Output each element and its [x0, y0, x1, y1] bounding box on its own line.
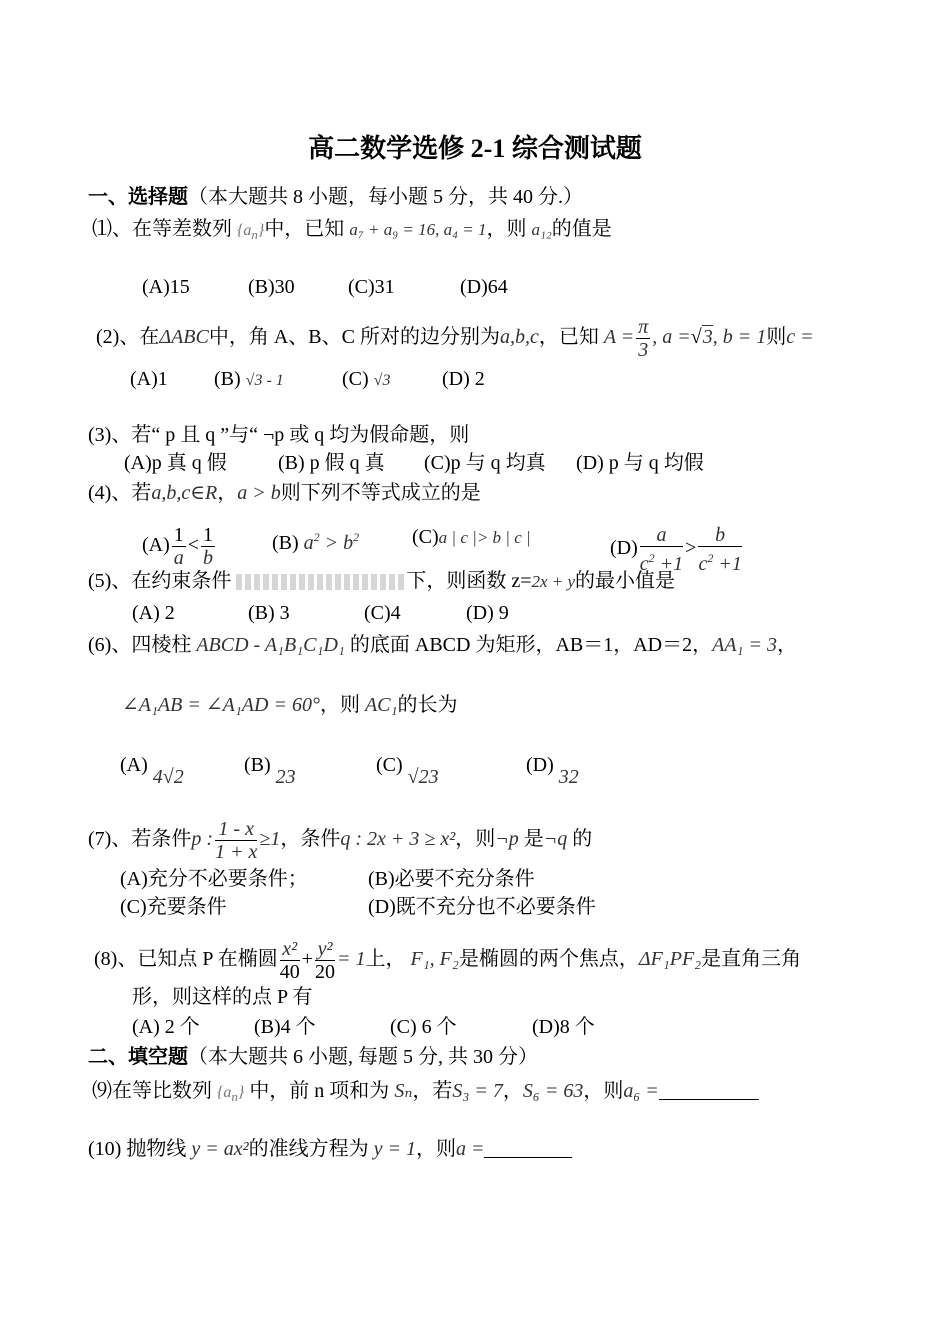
q8-foci: F₁, F₂ [410, 948, 459, 971]
q2-option-c: (C) √3 [342, 368, 391, 390]
q2-sides: a,b,c [499, 326, 539, 349]
q9-text-2: 中，前 n 项和为 [249, 1080, 390, 1102]
q6-angle: ∠A₁AB = ∠A₁AD = 60° [122, 694, 320, 716]
q6-option-c: (C) √23 [376, 754, 439, 788]
q3-option-d: (D) p 与 q 均假 [576, 452, 704, 474]
q4-option-c: (C)a | c |> b | c | [412, 526, 531, 548]
q9-answer-blank[interactable] [659, 1085, 759, 1100]
q4-condition-2: a > b [237, 482, 281, 504]
q6-text: 、四棱柱 [111, 634, 192, 656]
q6-text-5: 的长为 [397, 694, 458, 716]
question-4 [88, 480, 481, 506]
q8-options [132, 1014, 595, 1040]
q5-text-3: 的最小值是 [575, 570, 676, 592]
q5-option-c: (C)4 [364, 602, 401, 624]
q2-side-c: c = [786, 326, 814, 349]
q8-continuation: 形，则这样的点 P 有 [132, 986, 313, 1008]
section-2-header [88, 1044, 538, 1070]
q8-fraction-y: $\frac{\text{y²}}{20}$ [315, 938, 335, 983]
q7-options-row-1 [120, 866, 535, 892]
q7-text-3: ，则 [455, 828, 496, 851]
q6-option-d: (D) 32 [526, 754, 579, 788]
question-6 [88, 632, 797, 658]
q6-text-2: 的底面 ABCD 为矩形，AB＝1，AD＝2， [349, 634, 713, 656]
q7-option-b: (B)必要不充分条件 [368, 868, 535, 890]
q5-number: (5) [88, 570, 112, 592]
q7-not-q: ¬q [543, 828, 568, 851]
page-title: 高二数学选修 2-1 综合测试题 [308, 134, 642, 163]
q8-text-4: 是直角三角 [701, 948, 802, 971]
question-7 [88, 818, 592, 863]
q1-text-2: 中，已知 [264, 218, 345, 240]
section-1-header [88, 184, 583, 210]
section-2-label: 二、填空题 [88, 1046, 188, 1068]
q7-text-4: 是 [523, 828, 544, 851]
q3-option-b: (B) p 假 q 真 [278, 452, 385, 474]
q5-function: 2x + y [531, 572, 576, 591]
q2-text-4: 则 [766, 326, 787, 349]
q9-text-3: ，若 [412, 1080, 453, 1102]
q8-option-a: (A) 2 个 [132, 1016, 200, 1038]
q1-condition: a₇ + a₉ = 16, a₄ = 1 [349, 220, 487, 239]
q4-text-3: 则下列不等式成立的是 [280, 482, 481, 504]
q2-side-b: , b = 1 [712, 326, 767, 349]
q6-edge: AA₁ = 3 [712, 634, 778, 656]
q1-sequence: $\{a_n\}$ [237, 222, 265, 242]
q8-option-c: (C) 6 个 [390, 1016, 457, 1038]
q6-line-2 [122, 692, 457, 718]
q8-equals: = 1 [337, 948, 366, 971]
q5-text: 、在约束条件 [111, 570, 232, 592]
q7-text-5: 的 [572, 828, 593, 851]
q9-sequence: $\{a_n\}$ [217, 1084, 245, 1104]
question-9 [92, 1078, 759, 1110]
constraint-system-image [236, 574, 406, 590]
q10-text-3: ，则 [415, 1138, 456, 1160]
question-5 [88, 568, 675, 595]
q6-number: (6) [88, 634, 112, 656]
q7-condition-q: q : 2x + 3 ≥ x² [340, 828, 456, 851]
q8-text-2: 上， [365, 948, 406, 971]
q7-text: 、若条件 [111, 828, 192, 851]
q1-option-b: (B)30 [248, 276, 295, 298]
q2-options [130, 366, 485, 392]
q7-condition-p: p : [191, 828, 213, 851]
q2-root: 3 [702, 326, 713, 349]
q9-text-5: ，则 [583, 1080, 624, 1102]
q8-triangle: ΔF₁PF₂ [638, 948, 702, 971]
q10-text: 抛物线 [126, 1138, 187, 1160]
q2-pi-fraction: $\frac{\pi}{3}$ [638, 316, 649, 361]
q10-equation: y = ax² [191, 1138, 249, 1160]
q1-text: 、在等差数列 [112, 218, 232, 240]
section-1-note: （本大题共 8 小题，每小题 5 分，共 40 分.） [188, 186, 583, 208]
q1-option-a: (A)15 [142, 276, 190, 298]
q9-text: 在等比数列 [112, 1080, 212, 1102]
q6-text-3: ， [777, 634, 798, 656]
q4-condition: a,b,c∈R [151, 482, 218, 504]
q3-option-a: (A)p 真 q 假 [124, 452, 227, 474]
q6-text-4: ，则 [319, 694, 360, 716]
q7-ge: ≥1 [259, 828, 281, 851]
q6-prism: ABCD - A₁B₁C₁D₁ [196, 634, 345, 656]
q5-text-2: 下，则函数 z= [406, 570, 532, 592]
question-10 [88, 1136, 572, 1162]
q6-option-a: (A) 4√2 [120, 754, 184, 788]
q2-text-3: ，已知 [538, 326, 599, 349]
q2-text: 、在 [119, 326, 160, 349]
q9-s6: S₆ = 63 [522, 1080, 584, 1102]
q1-text-3: ，则 [486, 218, 527, 240]
q8-text-3: 是椭圆的两个焦点， [458, 948, 639, 971]
q4-option-b: (B) $a^2 > b^2$ [272, 530, 360, 554]
q1-target: a₁₂ [531, 220, 552, 239]
q3-option-c: (C)p 与 q 均真 [424, 452, 546, 474]
q7-options-row-2 [120, 894, 596, 920]
q4-option-d: (D) $\frac{a}{c^2 +1}$ > $\frac{b}{c^2 +1}$ [610, 524, 742, 575]
q2-number: (2) [96, 326, 120, 349]
q9-text-4: ， [502, 1080, 523, 1102]
q2-option-d: (D) 2 [442, 368, 485, 390]
q4-number: (4) [88, 482, 112, 504]
section-2-note: （本大题共 6 小题, 每题 5 分, 共 30 分） [188, 1046, 538, 1068]
q1-option-c: (C)31 [348, 276, 395, 298]
q8-option-d: (D)8 个 [532, 1016, 595, 1038]
q7-not-p: ¬p [495, 828, 519, 851]
q4-options [142, 524, 742, 575]
q8-fraction-x: $\frac{\text{x²}}{40}$ [279, 938, 300, 983]
q5-options [132, 600, 509, 626]
q10-answer-blank[interactable] [484, 1143, 572, 1158]
q9-s3: S₃ = 7 [452, 1080, 503, 1102]
q7-number: (7) [88, 828, 112, 851]
q9-sum: Sₙ [394, 1080, 413, 1102]
q2-option-b: (B) √3 - 1 [214, 368, 284, 390]
q4-text-2: ， [217, 482, 238, 504]
q2-angle: A = [603, 326, 635, 349]
q2-triangle: ΔABC [159, 326, 209, 349]
q10-a: a = [455, 1138, 485, 1160]
q6-option-b: (B) 23 [244, 754, 296, 788]
q3-options [124, 450, 704, 476]
q8-text: 、已知点 P 在椭圆 [117, 948, 278, 971]
question-3: (3)、若“ p 且 q ”与“ ¬p 或 q 均为假命题，则 [88, 424, 470, 446]
q9-number: ⑼ [92, 1080, 112, 1102]
q1-options [142, 274, 508, 300]
q7-option-c: (C)充要条件 [120, 896, 227, 918]
q2-option-a: (A)1 [130, 368, 168, 390]
q7-option-d: (D)既不充分也不必要条件 [368, 896, 596, 918]
q7-fraction: $\frac{1 - x}{1 + x}$ [215, 818, 258, 863]
q10-text-2: 的准线方程为 [248, 1138, 369, 1160]
q10-directrix: y = 1 [373, 1138, 416, 1160]
q8-option-b: (B)4 个 [254, 1016, 316, 1038]
q2-text-2: 中，角 A、B、C 所对的边分别为 [208, 326, 500, 349]
q10-number: (10) [88, 1138, 122, 1160]
q9-a6: a₆ = [623, 1080, 659, 1102]
q4-option-a: (A) $\frac{1}{a}$ < $\frac{1}{b}$ [142, 524, 214, 569]
q7-text-2: ，条件 [280, 828, 341, 851]
q2-side-a: , a = [652, 326, 691, 349]
q1-number: ⑴ [92, 218, 112, 240]
q5-option-d: (D) 9 [466, 602, 509, 624]
q5-option-b: (B) 3 [248, 602, 290, 624]
question-8: (8)、已知点 P 在椭圆 $\frac{\text{x²}}{40}$ + $\frac{\text{y²}}{20}$ = 1上， F₁, F₂是椭圆的两个焦点，ΔF₁PF₂是直角三角 [94, 938, 802, 983]
q5-option-a: (A) 2 [132, 602, 175, 624]
q6-options [120, 752, 579, 788]
q8-number: (8) [94, 948, 118, 971]
q1-text-4: 的值是 [551, 218, 612, 240]
q6-diagonal: AC₁ [364, 694, 398, 716]
question-1 [92, 216, 612, 248]
q4-text: 、若 [111, 482, 152, 504]
section-1-label: 一、选择题 [88, 186, 188, 208]
q7-option-a: (A)充分不必要条件； [120, 868, 308, 890]
q1-option-d: (D)64 [460, 276, 508, 298]
question-2: (2)、在ΔABC中，角 A、B、C 所对的边分别为a,b,c，已知 A = $\frac{\pi}{3}$ , a =√3, b = 1则c = [96, 316, 814, 361]
